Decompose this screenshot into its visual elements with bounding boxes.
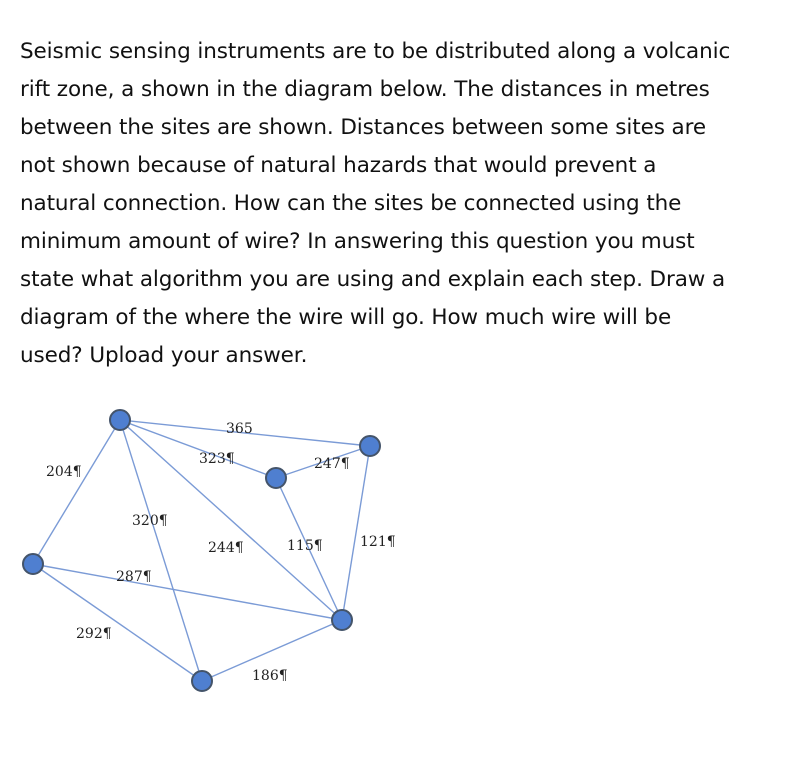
question-line: natural connection. How can the sites be connected using the xyxy=(20,191,682,216)
edge-label: 115¶ xyxy=(287,538,323,554)
edge-label: 244¶ xyxy=(208,540,244,556)
edge-label: 247¶ xyxy=(314,456,350,472)
edge-label: 287¶ xyxy=(116,569,152,585)
question-line: diagram of the where the wire will go. How much wire will be xyxy=(20,305,672,330)
node-left xyxy=(23,554,43,574)
edge-top-left xyxy=(33,420,120,564)
question-line: between the sites are shown. Distances between some sites are xyxy=(20,115,707,140)
node-lower-right xyxy=(332,610,352,630)
edge-label: 121¶ xyxy=(360,534,396,550)
node-top xyxy=(110,410,130,430)
node-upper-right xyxy=(360,436,380,456)
edge-label: 204¶ xyxy=(46,464,82,480)
node-center xyxy=(266,468,286,488)
edge-label: 320¶ xyxy=(132,513,168,529)
question-line: state what algorithm you are using and explain each step. Draw a xyxy=(20,267,726,292)
question-line: rift zone, a shown in the diagram below. The distances in metres xyxy=(20,77,710,102)
edge-label: 292¶ xyxy=(76,626,112,642)
edge-left-lower-right xyxy=(33,564,342,620)
question-line: Seismic sensing instruments are to be distributed along a volcanic xyxy=(20,39,731,64)
edge-label: 365 xyxy=(226,421,253,437)
edge-upper-right-lower-right xyxy=(342,446,370,620)
edge-label: 323¶ xyxy=(199,451,235,467)
node-bottom xyxy=(192,671,212,691)
edge-top-bottom xyxy=(120,420,202,681)
question-line: minimum amount of wire? In answering this question you must xyxy=(20,229,695,254)
edge-label: 186¶ xyxy=(252,668,288,684)
question-line: not shown because of natural hazards that would prevent a xyxy=(20,153,657,178)
question-line: used? Upload your answer. xyxy=(20,343,308,368)
